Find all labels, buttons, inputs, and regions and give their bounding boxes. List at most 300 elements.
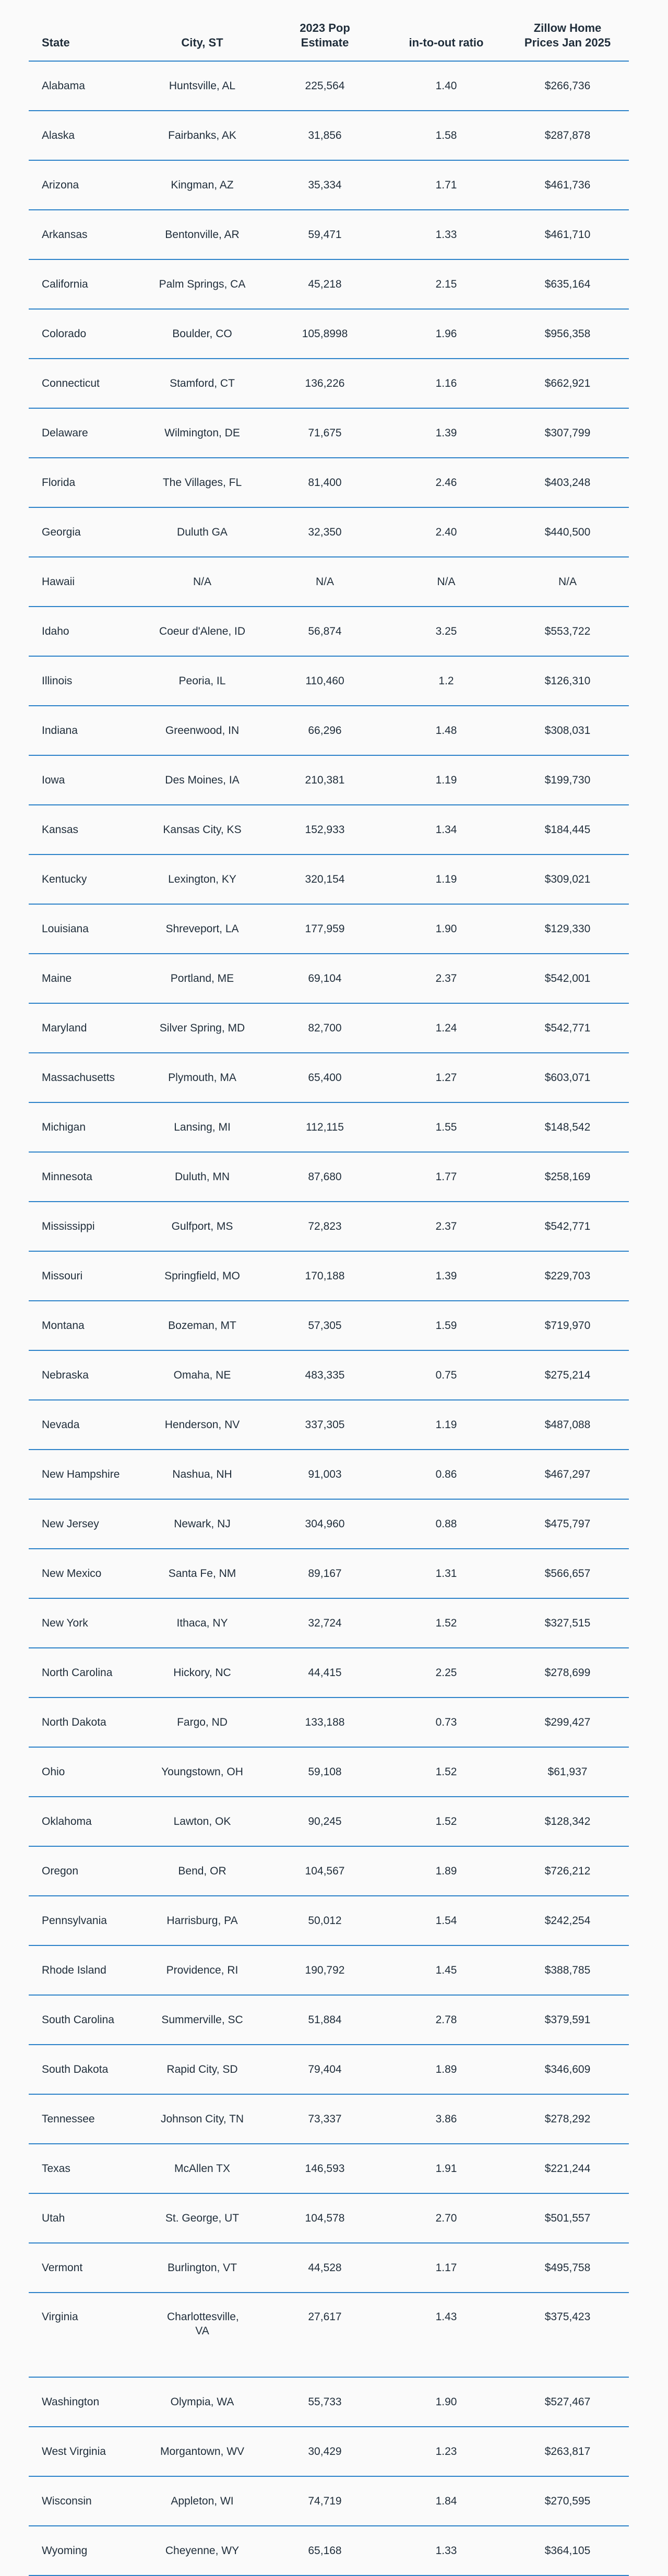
state-cell: Massachusetts [29, 1053, 141, 1102]
ratio-cell: N/A [386, 557, 506, 607]
population-cell: 32,350 [264, 507, 386, 557]
ratio-cell: 2.78 [386, 1995, 506, 2045]
ratio-cell: 1.40 [386, 61, 506, 111]
table-row [29, 755, 629, 805]
state-cell: Connecticut [29, 359, 141, 408]
ratio-cell: 1.23 [386, 2427, 506, 2476]
city-cell: Duluth GA [141, 507, 264, 557]
city-cell: Peoria, IL [141, 656, 264, 706]
city-cell: Providence, RI [141, 1945, 264, 1995]
state-cell: New Mexico [29, 1549, 141, 1598]
population-cell: 31,856 [264, 111, 386, 160]
home-price-cell: $662,921 [506, 359, 629, 408]
table-row [29, 2427, 629, 2476]
table-row [29, 2094, 629, 2144]
population-cell: 105,8998 [264, 309, 386, 359]
table-header [29, 0, 629, 61]
home-price-cell: $126,310 [506, 656, 629, 706]
home-price-cell: $327,515 [506, 1598, 629, 1648]
ratio-cell: 1.24 [386, 1003, 506, 1053]
home-price-cell: $542,771 [506, 1003, 629, 1053]
home-price-cell: $148,542 [506, 1102, 629, 1152]
population-cell: 35,334 [264, 160, 386, 210]
ratio-cell: 1.17 [386, 2243, 506, 2293]
home-price-cell: $242,254 [506, 1896, 629, 1945]
population-cell: 81,400 [264, 458, 386, 507]
city-cell: Burlington, VT [141, 2243, 264, 2293]
home-price-cell: $566,657 [506, 1549, 629, 1598]
city-cell: Duluth, MN [141, 1152, 264, 1202]
state-cell: Alaska [29, 111, 141, 160]
city-cell: Silver Spring, MD [141, 1003, 264, 1053]
population-cell: 65,400 [264, 1053, 386, 1102]
ratio-cell: 2.46 [386, 458, 506, 507]
ratio-cell: 3.86 [386, 2094, 506, 2144]
population-cell: 210,381 [264, 755, 386, 805]
population-cell: 59,471 [264, 210, 386, 259]
home-price-cell: $461,710 [506, 210, 629, 259]
ratio-cell: 1.16 [386, 359, 506, 408]
state-cell: Florida [29, 458, 141, 507]
home-price-cell: $501,557 [506, 2193, 629, 2243]
header-home-price-line1: Zillow Home [533, 21, 602, 34]
home-price-cell: $275,214 [506, 1350, 629, 1400]
population-cell: 44,415 [264, 1648, 386, 1697]
city-cell: Fairbanks, AK [141, 111, 264, 160]
table-row [29, 2045, 629, 2094]
city-cell: Wilmington, DE [141, 408, 264, 458]
header-population [264, 0, 386, 61]
population-cell: 45,218 [264, 259, 386, 309]
ratio-cell: 1.90 [386, 904, 506, 954]
population-cell: 104,578 [264, 2193, 386, 2243]
table-row [29, 2243, 629, 2293]
home-price-cell: $726,212 [506, 1846, 629, 1896]
population-cell: 177,959 [264, 904, 386, 954]
header-home-price-line2: Prices Jan 2025 [524, 36, 611, 49]
ratio-cell: 1.52 [386, 1797, 506, 1846]
ratio-cell: 1.96 [386, 309, 506, 359]
state-cell: Tennessee [29, 2094, 141, 2144]
header-state-label: State [42, 36, 70, 49]
ratio-cell: 1.19 [386, 854, 506, 904]
ratio-cell: 0.88 [386, 1499, 506, 1549]
city-cell: Olympia, WA [141, 2377, 264, 2427]
table-row [29, 706, 629, 755]
table-row [29, 656, 629, 706]
state-cell: Idaho [29, 607, 141, 656]
city-cell: St. George, UT [141, 2193, 264, 2243]
city-cell: Santa Fe, NM [141, 1549, 264, 1598]
city-cell: Rapid City, SD [141, 2045, 264, 2094]
home-price-cell: $379,591 [506, 1995, 629, 2045]
city-cell: Nashua, NH [141, 1450, 264, 1499]
table-row [29, 2476, 629, 2526]
home-price-cell: $61,937 [506, 1747, 629, 1797]
population-cell: 104,567 [264, 1846, 386, 1896]
population-cell: 133,188 [264, 1697, 386, 1747]
ratio-cell: 1.27 [386, 1053, 506, 1102]
table-row [29, 408, 629, 458]
table-row [29, 1648, 629, 1697]
state-cell: Virginia [29, 2293, 141, 2377]
population-cell: 73,337 [264, 2094, 386, 2144]
ratio-cell: 3.25 [386, 607, 506, 656]
state-cell: Indiana [29, 706, 141, 755]
state-cell: New York [29, 1598, 141, 1648]
table-row [29, 2193, 629, 2243]
home-price-cell: $221,244 [506, 2144, 629, 2193]
city-cell: Johnson City, TN [141, 2094, 264, 2144]
header-home-price [506, 0, 629, 61]
table-row [29, 1400, 629, 1450]
table-row [29, 1896, 629, 1945]
table-row [29, 954, 629, 1003]
home-price-cell: $346,609 [506, 2045, 629, 2094]
population-cell: 87,680 [264, 1152, 386, 1202]
table-row [29, 1549, 629, 1598]
ratio-cell: 1.19 [386, 1400, 506, 1450]
ratio-cell: 1.52 [386, 1598, 506, 1648]
ratio-cell: 1.39 [386, 408, 506, 458]
ratio-cell: 1.2 [386, 656, 506, 706]
state-cell: Oklahoma [29, 1797, 141, 1846]
table-row [29, 904, 629, 954]
ratio-cell: 1.33 [386, 210, 506, 259]
population-cell: 146,593 [264, 2144, 386, 2193]
home-price-cell: $403,248 [506, 458, 629, 507]
ratio-cell: 1.89 [386, 1846, 506, 1896]
ratio-cell: 1.77 [386, 1152, 506, 1202]
population-cell: 32,724 [264, 1598, 386, 1648]
ratio-cell: 1.39 [386, 1251, 506, 1301]
state-cell: Maryland [29, 1003, 141, 1053]
population-cell: 50,012 [264, 1896, 386, 1945]
state-cell: Illinois [29, 656, 141, 706]
population-cell: N/A [264, 557, 386, 607]
table-row [29, 1053, 629, 1102]
state-city-table [29, 0, 629, 2576]
ratio-cell: 2.40 [386, 507, 506, 557]
state-cell: Iowa [29, 755, 141, 805]
city-cell: Greenwood, IN [141, 706, 264, 755]
city-cell: Appleton, WI [141, 2476, 264, 2526]
table-row [29, 1747, 629, 1797]
city-cell: Henderson, NV [141, 1400, 264, 1450]
home-price-cell: $287,878 [506, 111, 629, 160]
city-cell: Omaha, NE [141, 1350, 264, 1400]
city-cell: Charlottesville, VA [141, 2293, 264, 2377]
home-price-cell: $495,758 [506, 2243, 629, 2293]
city-cell: Bend, OR [141, 1846, 264, 1896]
ratio-cell: 1.89 [386, 2045, 506, 2094]
city-cell: Hickory, NC [141, 1648, 264, 1697]
state-cell: Ohio [29, 1747, 141, 1797]
state-cell: Nevada [29, 1400, 141, 1450]
header-row [29, 0, 629, 61]
population-cell: 337,305 [264, 1400, 386, 1450]
city-cell: Bentonville, AR [141, 210, 264, 259]
ratio-cell: 0.86 [386, 1450, 506, 1499]
home-price-cell: $553,722 [506, 607, 629, 656]
ratio-cell: 1.54 [386, 1896, 506, 1945]
home-price-cell: $375,423 [506, 2293, 629, 2377]
ratio-cell: 2.25 [386, 1648, 506, 1697]
state-cell: South Carolina [29, 1995, 141, 2045]
population-cell: 66,296 [264, 706, 386, 755]
home-price-cell: $270,595 [506, 2476, 629, 2526]
state-cell: Colorado [29, 309, 141, 359]
home-price-cell: $258,169 [506, 1152, 629, 1202]
population-cell: 90,245 [264, 1797, 386, 1846]
state-cell: Missouri [29, 1251, 141, 1301]
city-cell: Shreveport, LA [141, 904, 264, 954]
home-price-cell: $719,970 [506, 1301, 629, 1350]
ratio-cell: 1.34 [386, 805, 506, 854]
city-cell: Harrisburg, PA [141, 1896, 264, 1945]
home-price-cell: $308,031 [506, 706, 629, 755]
table-row [29, 259, 629, 309]
table-row [29, 2526, 629, 2575]
city-cell: Bozeman, MT [141, 1301, 264, 1350]
city-cell: Lawton, OK [141, 1797, 264, 1846]
city-cell: Cheyenne, WY [141, 2526, 264, 2575]
population-cell: 136,226 [264, 359, 386, 408]
state-cell: Montana [29, 1301, 141, 1350]
population-cell: 72,823 [264, 1202, 386, 1251]
ratio-cell: 1.33 [386, 2526, 506, 2575]
table-row [29, 458, 629, 507]
state-cell: Arizona [29, 160, 141, 210]
population-cell: 483,335 [264, 1350, 386, 1400]
city-cell: Stamford, CT [141, 359, 264, 408]
state-cell: Michigan [29, 1102, 141, 1152]
table-row [29, 1945, 629, 1995]
population-cell: 69,104 [264, 954, 386, 1003]
population-cell: 89,167 [264, 1549, 386, 1598]
city-cell: Fargo, ND [141, 1697, 264, 1747]
table-row [29, 2377, 629, 2427]
population-cell: 44,528 [264, 2243, 386, 2293]
city-cell: Youngstown, OH [141, 1747, 264, 1797]
population-cell: 65,168 [264, 2526, 386, 2575]
state-cell: Wyoming [29, 2526, 141, 2575]
population-cell: 190,792 [264, 1945, 386, 1995]
population-cell: 56,874 [264, 607, 386, 656]
population-cell: 82,700 [264, 1003, 386, 1053]
state-cell: Delaware [29, 408, 141, 458]
home-price-cell: $440,500 [506, 507, 629, 557]
city-cell: Lexington, KY [141, 854, 264, 904]
state-cell: California [29, 259, 141, 309]
city-cell: Plymouth, MA [141, 1053, 264, 1102]
ratio-cell: 1.91 [386, 2144, 506, 2193]
table-row [29, 1450, 629, 1499]
home-price-cell: $475,797 [506, 1499, 629, 1549]
state-cell: North Dakota [29, 1697, 141, 1747]
table-row [29, 1003, 629, 1053]
header-population-line2: Estimate [301, 36, 349, 49]
home-price-cell: $307,799 [506, 408, 629, 458]
home-price-cell: $263,817 [506, 2427, 629, 2476]
state-cell: Vermont [29, 2243, 141, 2293]
home-price-cell: $635,164 [506, 259, 629, 309]
city-cell: Newark, NJ [141, 1499, 264, 1549]
ratio-cell: 1.45 [386, 1945, 506, 1995]
population-cell: 112,115 [264, 1102, 386, 1152]
table-row [29, 507, 629, 557]
header-city-label: City, ST [181, 36, 223, 49]
table-row [29, 1202, 629, 1251]
city-cell: The Villages, FL [141, 458, 264, 507]
population-cell: 225,564 [264, 61, 386, 111]
table-row [29, 61, 629, 111]
table-row [29, 1301, 629, 1350]
ratio-cell: 1.55 [386, 1102, 506, 1152]
table-body [29, 61, 629, 2575]
ratio-cell: 1.59 [386, 1301, 506, 1350]
city-cell: Kansas City, KS [141, 805, 264, 854]
state-cell: Texas [29, 2144, 141, 2193]
population-cell: 320,154 [264, 854, 386, 904]
ratio-cell: 2.15 [386, 259, 506, 309]
home-price-cell: $388,785 [506, 1945, 629, 1995]
ratio-cell: 1.52 [386, 1747, 506, 1797]
state-cell: Maine [29, 954, 141, 1003]
population-cell: 304,960 [264, 1499, 386, 1549]
table-row [29, 1598, 629, 1648]
population-cell: 51,884 [264, 1995, 386, 2045]
home-price-cell: $542,771 [506, 1202, 629, 1251]
home-price-cell: $199,730 [506, 755, 629, 805]
state-cell: Georgia [29, 507, 141, 557]
city-cell: Huntsville, AL [141, 61, 264, 111]
state-cell: New Hampshire [29, 1450, 141, 1499]
state-cell: Arkansas [29, 210, 141, 259]
state-cell: Washington [29, 2377, 141, 2427]
header-state [29, 0, 141, 61]
state-cell: Pennsylvania [29, 1896, 141, 1945]
table-row [29, 1102, 629, 1152]
table-row [29, 1797, 629, 1846]
city-cell: Gulfport, MS [141, 1202, 264, 1251]
table-row [29, 210, 629, 259]
table-row [29, 309, 629, 359]
city-cell: Des Moines, IA [141, 755, 264, 805]
population-cell: 30,429 [264, 2427, 386, 2476]
city-cell: Portland, ME [141, 954, 264, 1003]
home-price-cell: $229,703 [506, 1251, 629, 1301]
population-cell: 74,719 [264, 2476, 386, 2526]
header-city [141, 0, 264, 61]
home-price-cell: $129,330 [506, 904, 629, 954]
home-price-cell: $299,427 [506, 1697, 629, 1747]
state-cell: Wisconsin [29, 2476, 141, 2526]
table-row [29, 854, 629, 904]
table-row [29, 1995, 629, 2045]
ratio-cell: 1.43 [386, 2293, 506, 2377]
ratio-cell: 1.84 [386, 2476, 506, 2526]
population-cell: 55,733 [264, 2377, 386, 2427]
home-price-cell: $603,071 [506, 1053, 629, 1102]
state-cell: Utah [29, 2193, 141, 2243]
home-price-cell: $487,088 [506, 1400, 629, 1450]
city-cell: Morgantown, WV [141, 2427, 264, 2476]
table-row [29, 805, 629, 854]
home-price-cell: $278,699 [506, 1648, 629, 1697]
table-row [29, 1251, 629, 1301]
home-price-cell: N/A [506, 557, 629, 607]
table-row [29, 359, 629, 408]
city-cell: Palm Springs, CA [141, 259, 264, 309]
ratio-cell: 2.37 [386, 1202, 506, 1251]
table-row [29, 1152, 629, 1202]
city-cell: McAllen TX [141, 2144, 264, 2193]
population-cell: 170,188 [264, 1251, 386, 1301]
city-cell: Ithaca, NY [141, 1598, 264, 1648]
ratio-cell: 1.90 [386, 2377, 506, 2427]
home-price-cell: $266,736 [506, 61, 629, 111]
population-cell: 57,305 [264, 1301, 386, 1350]
state-cell: Hawaii [29, 557, 141, 607]
table-row [29, 2293, 629, 2377]
state-cell: Louisiana [29, 904, 141, 954]
table-row [29, 2144, 629, 2193]
state-cell: Kansas [29, 805, 141, 854]
ratio-cell: 1.48 [386, 706, 506, 755]
state-cell: Mississippi [29, 1202, 141, 1251]
home-price-cell: $461,736 [506, 160, 629, 210]
table-row [29, 557, 629, 607]
home-price-cell: $184,445 [506, 805, 629, 854]
ratio-cell: 1.71 [386, 160, 506, 210]
city-cell: Coeur d'Alene, ID [141, 607, 264, 656]
population-cell: 152,933 [264, 805, 386, 854]
ratio-cell: 1.19 [386, 755, 506, 805]
city-cell: Lansing, MI [141, 1102, 264, 1152]
population-cell: 79,404 [264, 2045, 386, 2094]
state-cell: South Dakota [29, 2045, 141, 2094]
state-cell: Nebraska [29, 1350, 141, 1400]
city-cell: Springfield, MO [141, 1251, 264, 1301]
population-cell: 110,460 [264, 656, 386, 706]
city-cell: Boulder, CO [141, 309, 264, 359]
table-row [29, 1350, 629, 1400]
ratio-cell: 2.70 [386, 2193, 506, 2243]
home-price-cell: $128,342 [506, 1797, 629, 1846]
ratio-cell: 1.31 [386, 1549, 506, 1598]
ratio-cell: 0.75 [386, 1350, 506, 1400]
table-row [29, 1846, 629, 1896]
home-price-cell: $278,292 [506, 2094, 629, 2144]
population-cell: 27,617 [264, 2293, 386, 2377]
state-cell: Rhode Island [29, 1945, 141, 1995]
city-cell: Summerville, SC [141, 1995, 264, 2045]
header-population-line1: 2023 Pop [300, 21, 350, 34]
table-row [29, 607, 629, 656]
home-price-cell: $309,021 [506, 854, 629, 904]
city-cell: Kingman, AZ [141, 160, 264, 210]
population-cell: 71,675 [264, 408, 386, 458]
home-price-cell: $956,358 [506, 309, 629, 359]
table-row [29, 111, 629, 160]
state-cell: Minnesota [29, 1152, 141, 1202]
home-price-cell: $467,297 [506, 1450, 629, 1499]
state-cell: West Virginia [29, 2427, 141, 2476]
ratio-cell: 0.73 [386, 1697, 506, 1747]
table-row [29, 160, 629, 210]
ratio-cell: 2.37 [386, 954, 506, 1003]
